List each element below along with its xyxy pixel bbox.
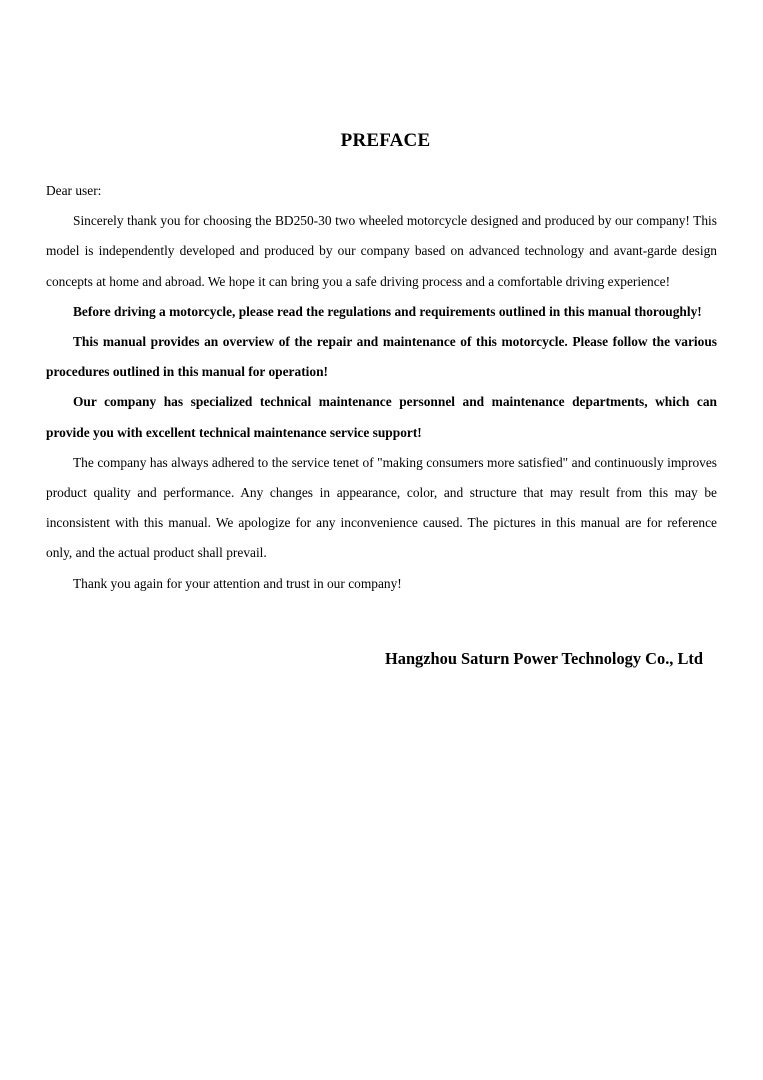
greeting: Dear user: bbox=[46, 183, 102, 198]
company-signature: Hangzhou Saturn Power Technology Co., Ltd bbox=[385, 649, 703, 668]
paragraph-service-tenet: The company has always adhered to the service tenet of "making consumers more satisfied" and continuously improves product quality and performance. Any changes in appearance, color, and structure that may result from this may be inconsistent with this manual. We apologize for any inconvenience caused. The pictures in this manual are for reference only, and the actual product shall prevail. bbox=[46, 454, 717, 561]
preface-body bbox=[46, 176, 717, 599]
paragraph-thanks: Sincerely thank you for choosing the BD250-30 two wheeled motorcycle designed and produced by our company! This model is independently developed and produced by our company based on advanced technology and avant-garde design concepts at home and abroad. We hope it can bring you a safe driving process and a comfortable driving experience! bbox=[46, 213, 717, 289]
paragraph-read-regulations: Before driving a motorcycle, please read the regulations and requirements outlined in this manual thoroughly! bbox=[73, 303, 702, 319]
paragraph-manual-overview: This manual provides an overview of the repair and maintenance of this motorcycle. Please follow the various procedures outlined in this manual for operation! bbox=[46, 334, 717, 380]
page-title: PREFACE bbox=[340, 130, 431, 151]
paragraph-closing-thanks: Thank you again for your attention and trust in our company! bbox=[73, 575, 402, 591]
paragraph-maintenance-support: Our company has specialized technical maintenance personnel and maintenance departments, which can provide you with excellent technical maintenance service support! bbox=[46, 394, 717, 440]
